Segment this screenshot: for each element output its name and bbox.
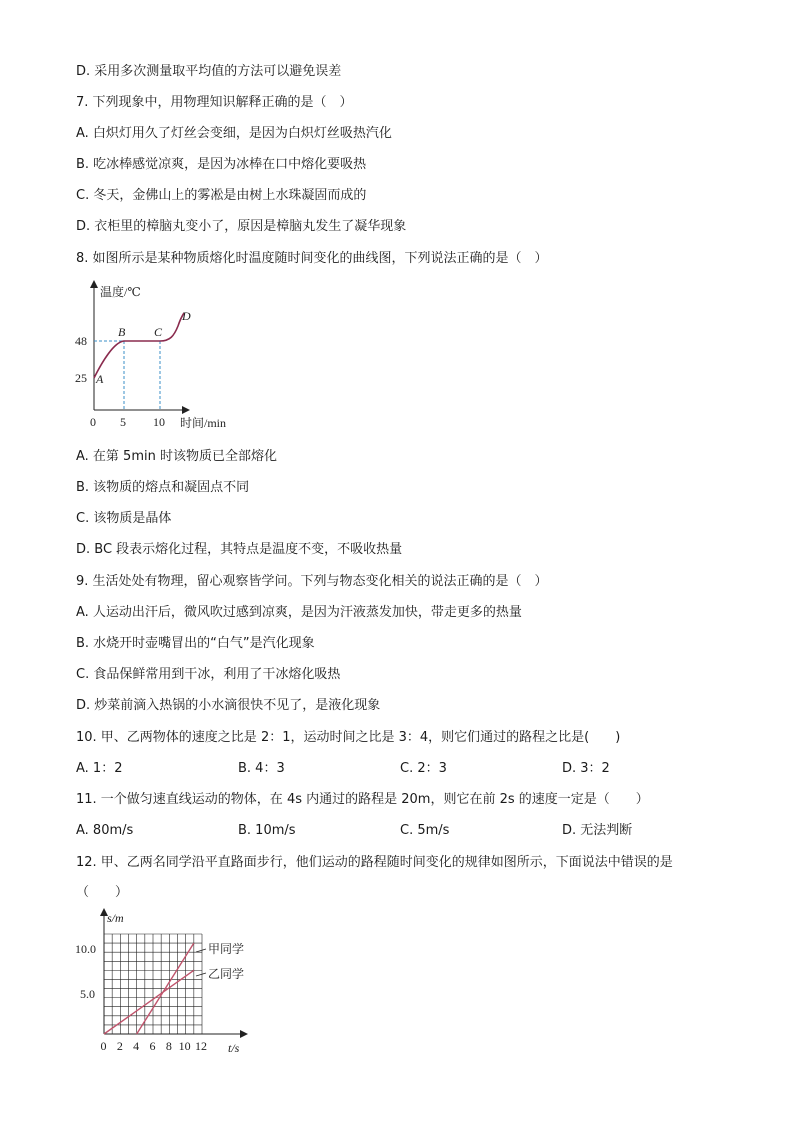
chart2-legend-yi: 乙同学 [208,967,245,981]
chart1-xlabel: 时间/min [180,416,227,430]
chart2-series-yi [104,970,194,1034]
q7-option-a[interactable]: A. 白炽灯用久了灯丝会变细，是因为白炽灯丝吸热汽化 [76,126,392,141]
q7-option-b[interactable]: B. 吃冰棒感觉凉爽，是因为冰棒在口中熔化要吸热 [76,157,367,172]
q9-option-a[interactable]: A. 人运动出汗后，微风吹过感到凉爽，是因为汗液蒸发加快，带走更多的热量 [76,605,522,620]
q7-option-d[interactable]: D. 衣柜里的樟脑丸变小了，原因是樟脑丸发生了凝华现象 [76,219,407,234]
q10-options [76,760,716,778]
q8-option-d[interactable]: D. BC 段表示熔化过程，其特点是温度不变，不吸收热量 [76,542,403,557]
q12-stem-paren: （ ） [76,885,129,900]
chart2-x-tick-labels [101,1039,208,1053]
q10-option-c[interactable]: C. 2：3 [400,761,447,776]
chart2-x-tick-label: 10 [178,1039,191,1053]
melting-curve-chart [70,280,270,440]
q8-option-a[interactable]: A. 在第 5min 时该物质已全部熔化 [76,449,277,464]
q9-option-d[interactable]: D. 炒菜前滴入热锅的小水滴很快不见了，是液化现象 [76,698,381,713]
q9-option-c[interactable]: C. 食品保鲜常用到干冰，利用了干冰熔化吸热 [76,667,341,682]
chart1-ylabel: 温度/℃ [100,285,141,299]
chart1-point-a: A [96,372,104,386]
chart1-point-d: D [182,309,191,323]
chart1-ytick-48: 48 [75,334,87,348]
chart1-ytick-25: 25 [75,371,87,385]
q8-option-b[interactable]: B. 该物质的熔点和凝固点不同 [76,480,250,495]
chart2-x-tick-label: 2 [116,1039,123,1053]
chart2-x-tick-label: 4 [133,1039,140,1053]
q11-options [76,822,716,840]
q11-option-a[interactable]: A. 80m/s [76,823,134,838]
q10-option-d[interactable]: D. 3：2 [562,761,610,776]
chart2-ylabel: s/m [107,911,124,925]
chart2-x-tick-label: 8 [165,1039,172,1053]
chart2-ytick-5: 5.0 [80,987,95,1001]
chart2-x-tick-label: 0 [100,1039,107,1053]
q11-stem: 11. 一个做匀速直线运动的物体，在 4s 内通过的路程是 20m，则它在前 2s 的速度一定是（ ） [76,792,649,807]
q8-stem: 8. 如图所示是某种物质熔化时温度随时间变化的曲线图，下列说法正确的是（ ） [76,251,548,266]
q9-stem: 9. 生活处处有物理，留心观察皆学问。下列与物态变化相关的说法正确的是（ ） [76,574,548,589]
chart1-xtick-5: 5 [120,415,126,429]
chart2-ytick-10: 10.0 [75,942,96,956]
chart2-legend-yi-leader [196,973,206,976]
chart1-xtick-10: 10 [153,415,165,429]
chart2-x-tick-label: 6 [149,1039,156,1053]
q11-option-d[interactable]: D. 无法判断 [562,823,633,838]
q12-stem: 12. 甲、乙两名同学沿平直路面步行，他们运动的路程随时间变化的规律如图所示，下面说法中错误的是 [76,855,673,870]
q9-option-b[interactable]: B. 水烧开时壶嘴冒出的“白气”是汽化现象 [76,636,315,651]
chart2-x-tick-label: 12 [195,1039,207,1053]
chart1-temperature-curve [94,313,184,378]
q10-stem: 10. 甲、乙两物体的速度之比是 2：1，运动时间之比是 3：4，则它们通过的路程之比是( ) [76,730,621,745]
q7-stem: 7. 下列现象中，用物理知识解释正确的是（ ） [76,95,353,110]
q11-option-b[interactable]: B. 10m/s [238,823,296,838]
chart2-xlabel: t/s [228,1041,240,1055]
q6-option-d: D. 采用多次测量取平均值的方法可以避免误差 [76,64,342,79]
chart2-grid [104,934,202,1034]
chart2-legend-jia-leader [196,949,206,952]
q11-option-c[interactable]: C. 5m/s [400,823,450,838]
chart1-point-c: C [154,325,163,339]
q10-option-a[interactable]: A. 1：2 [76,761,123,776]
chart1-point-b: B [118,325,126,339]
q7-option-c[interactable]: C. 冬天，金佛山上的雾凇是由树上水珠凝固而成的 [76,188,367,203]
chart2-legend-jia: 甲同学 [208,942,245,956]
distance-time-chart [70,908,280,1058]
chart1-xtick-0: 0 [90,415,96,429]
q8-option-c[interactable]: C. 该物质是晶体 [76,511,172,526]
q10-option-b[interactable]: B. 4：3 [238,761,285,776]
